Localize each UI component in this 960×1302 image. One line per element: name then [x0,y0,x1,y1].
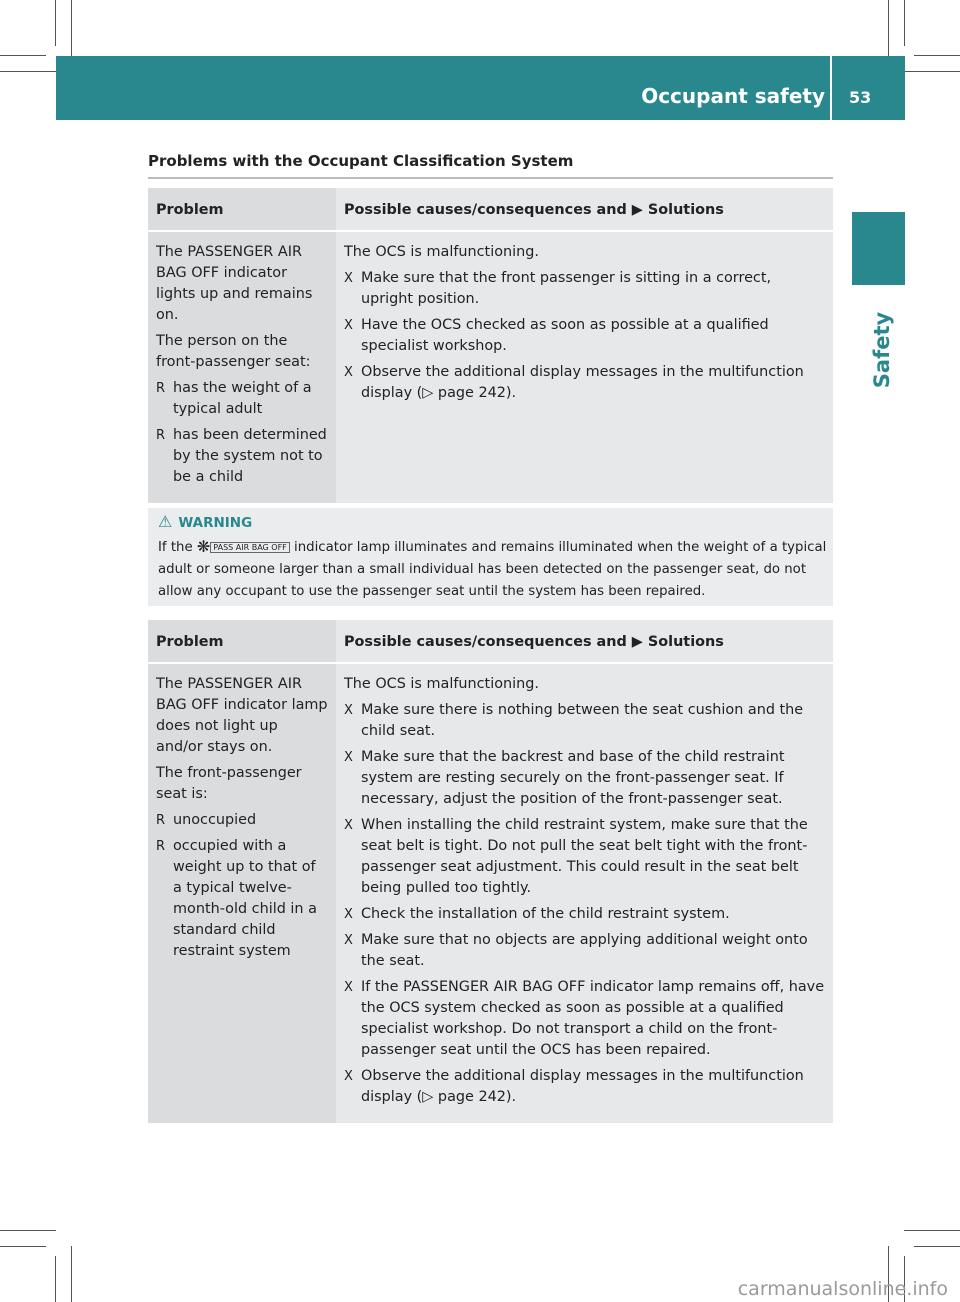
solutions-cell [336,231,833,503]
list-item [156,378,328,420]
list-item-text: has the weight of a typical adult [173,380,312,417]
crop-mark [914,55,960,56]
problem-text: The PASSENGER AIR BAG OFF indicator lights up and remains on. [156,244,313,323]
solution-step [344,904,825,925]
column-header-problem: Problem [148,188,336,231]
table-row [148,663,833,1123]
solution-step [344,268,825,310]
crop-mark [71,1246,72,1302]
list-item [156,836,328,962]
solution-text: Check the installation of the child restraint system. [361,906,730,922]
heading-divider [148,177,833,179]
section-tab [852,212,905,285]
cause-text: The OCS is malfunctioning. [344,676,539,692]
solution-step [344,815,825,899]
page-number: 53 [849,88,872,107]
list-item-text: has been determined by the system not to be a child [173,427,327,485]
arrow-icon: X [344,703,353,718]
solution-text: Make sure there is nothing between the seat cushion and the child seat. [361,702,804,739]
arrow-icon: X [344,318,353,333]
crop-mark [0,71,56,72]
solution-text: Observe the additional display messages in the multifunction display (▷ page 242). [361,1068,804,1105]
warning-triangle-icon: ⚠ [158,512,173,531]
arrow-icon: X [344,271,353,286]
crop-mark [0,1230,56,1231]
warning-text [158,536,828,603]
watermark: carmanualsonline.info [737,1278,948,1300]
problem-table-2 [148,620,833,1123]
problem-text: The person on the front-passenger seat: [156,333,311,370]
problem-cell [148,663,336,1123]
column-header-problem: Problem [148,620,336,663]
solution-step [344,977,825,1061]
column-header-solutions: Possible causes/consequences and ▶ Solutions [336,188,833,231]
section-tab-label: Safety [870,311,894,389]
arrow-icon: X [344,818,353,833]
passenger-airbag-off-icon: PASS AIR BAG OFF [210,542,289,553]
warning-text-start: If the [158,540,193,555]
arrow-icon: X [344,907,353,922]
solution-step [344,747,825,810]
cause-text: The OCS is malfunctioning. [344,244,539,260]
solution-step [344,930,825,972]
bullet-icon: R [156,839,166,854]
page-title: Occupant safety [641,84,825,108]
arrow-icon: X [344,1069,353,1084]
solutions-cell [336,663,833,1123]
arrow-icon: X [344,750,353,765]
crop-mark [55,1256,56,1302]
problem-text: The front-passenger seat is: [156,765,302,802]
problem-cell [148,231,336,503]
problem-text: The PASSENGER AIR BAG OFF indicator lamp does not light up and/or stays on. [156,676,328,755]
bullet-icon: R [156,813,166,828]
crop-mark [914,1246,960,1247]
crop-mark [55,0,56,46]
crop-mark [904,0,905,46]
solution-text: When installing the child restraint system, make sure that the seat belt is tight. Do not pull the seat belt tight with the front-passenger seat adjustment. This could result in the seat belt being pulled too tightly. [361,817,808,896]
list-item [156,425,328,488]
warning-title [158,512,252,531]
solution-step [344,315,825,357]
solution-text: Have the OCS checked as soon as possible at a qualified specialist workshop. [361,317,769,354]
crop-mark [71,0,72,56]
crop-mark [0,55,46,56]
list-item-text: unoccupied [173,812,257,828]
table-header-row [148,188,833,231]
solution-text: Make sure that the front passenger is sitting in a correct, upright position. [361,270,772,307]
column-header-solutions: Possible causes/consequences and ▶ Solutions [336,620,833,663]
solution-step [344,700,825,742]
list-item-text: occupied with a weight up to that of a typical twelve-month-old child in a standard child restraint system [173,838,317,959]
warning-box [148,508,833,606]
solution-text: Make sure that the backrest and base of the child restraint system are resting securely on the front-passenger seat. If necessary, adjust the position of the front-passenger seat. [361,749,785,807]
list-item [156,810,328,831]
solution-step [344,362,825,404]
warning-text-end: indicator lamp illuminates and remains illuminated when the weight of a typical adult or someone larger than a small individual has been detected on the passenger seat, do not allow any occupant to use the passenger seat until the system has been repaired. [158,540,827,599]
crop-mark [904,1230,960,1231]
airbag-person-icon: ❋ [196,537,211,556]
crop-mark [888,0,889,56]
table-row [148,231,833,503]
crop-mark [904,71,960,72]
bullet-icon: R [156,428,166,443]
solution-text: If the PASSENGER AIR BAG OFF indicator lamp remains off, have the OCS system checked as soon as possible at a qualified specialist workshop. Do not transport a child on the front-passenger seat until the OCS has been repaired. [361,979,825,1058]
table-header-row [148,620,833,663]
problem-table-1 [148,188,833,503]
bullet-icon: R [156,381,166,396]
page-header [56,56,905,120]
solution-step [344,1066,825,1108]
solution-text: Make sure that no objects are applying additional weight onto the seat. [361,932,808,969]
header-divider [830,56,832,120]
solution-text: Observe the additional display messages in the multifunction display (▷ page 242). [361,364,804,401]
warning-title-text: WARNING [178,515,253,531]
arrow-icon: X [344,365,353,380]
arrow-icon: X [344,933,353,948]
crop-mark [0,1246,46,1247]
section-heading: Problems with the Occupant Classification System [148,152,574,170]
arrow-icon: X [344,980,353,995]
